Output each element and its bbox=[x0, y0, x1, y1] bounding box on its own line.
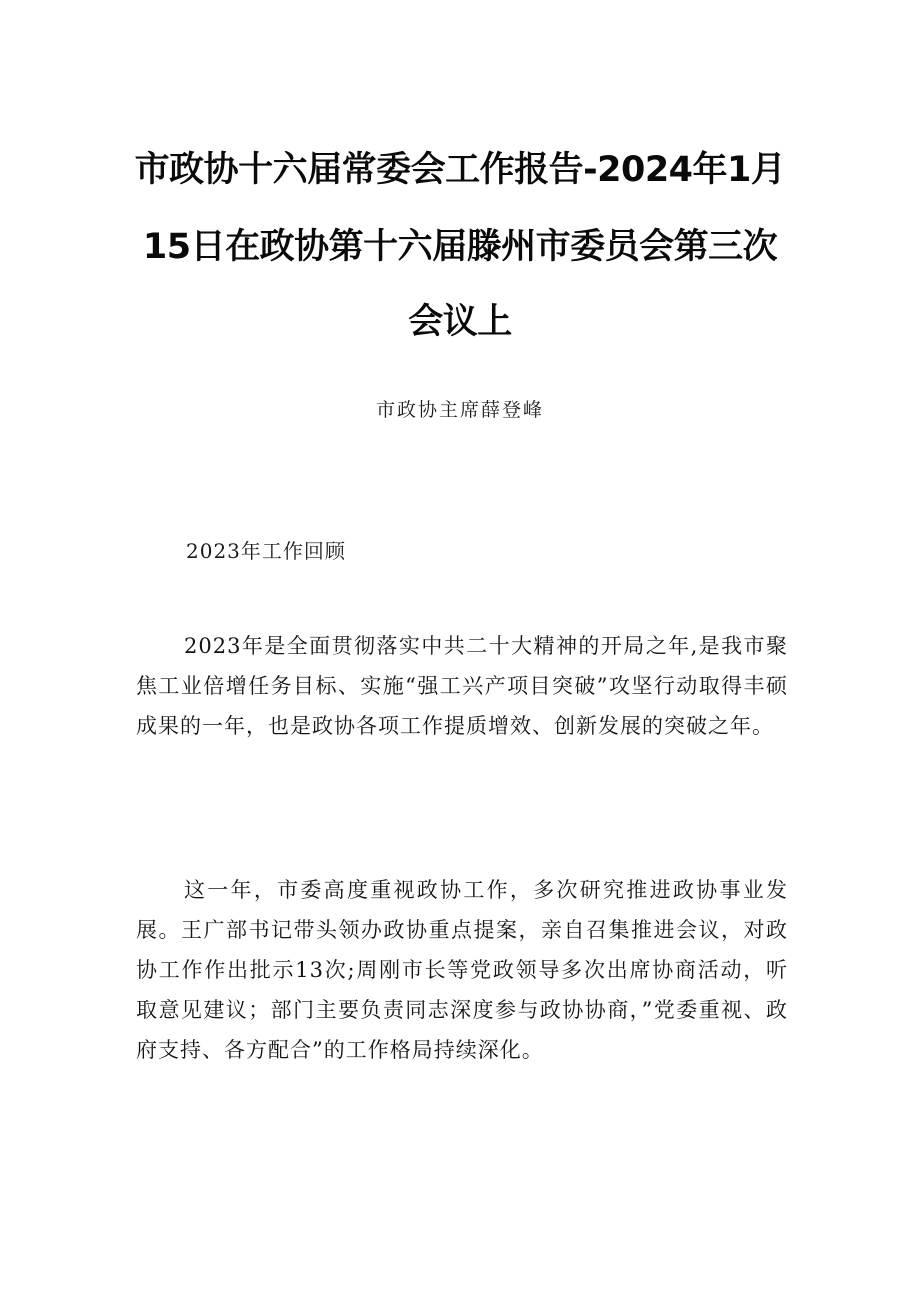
body-paragraph-2: 这一年，市委高度重视政协工作，多次研究推进政协事业发展。王广部书记带头领办政协重点提案，亲自召集推进会议，对政协工作作出批示13次;周刚市长等党政领导多次出席协商活动，听取意见建议；部门主要负责同志深度参与政协协商，”党委重视、政府支持、各方配合”的工作格局持续深化。 bbox=[136, 878, 788, 1062]
document-title-line-1: 市政协十六届常委会工作报告-2024年1月 bbox=[134, 150, 786, 190]
section-heading: 2023年工作回顾 bbox=[186, 539, 346, 563]
body-paragraph-1: 2023年是全面贯彻落实中共二十大精神的开局之年,是我市聚焦工业倍增任务目标、实施“强工兴产项目突破”攻坚行动取得丰硕成果的一年，也是政协各项工作提质增效、创新发展的突破之年。 bbox=[136, 634, 788, 738]
document-title-line-2: 15日在政协第十六届滕州市委员会第三次 bbox=[142, 227, 778, 267]
document-author: 市政协主席薛登峰 bbox=[375, 399, 544, 421]
document-title-line-3: 会议上 bbox=[408, 302, 512, 342]
